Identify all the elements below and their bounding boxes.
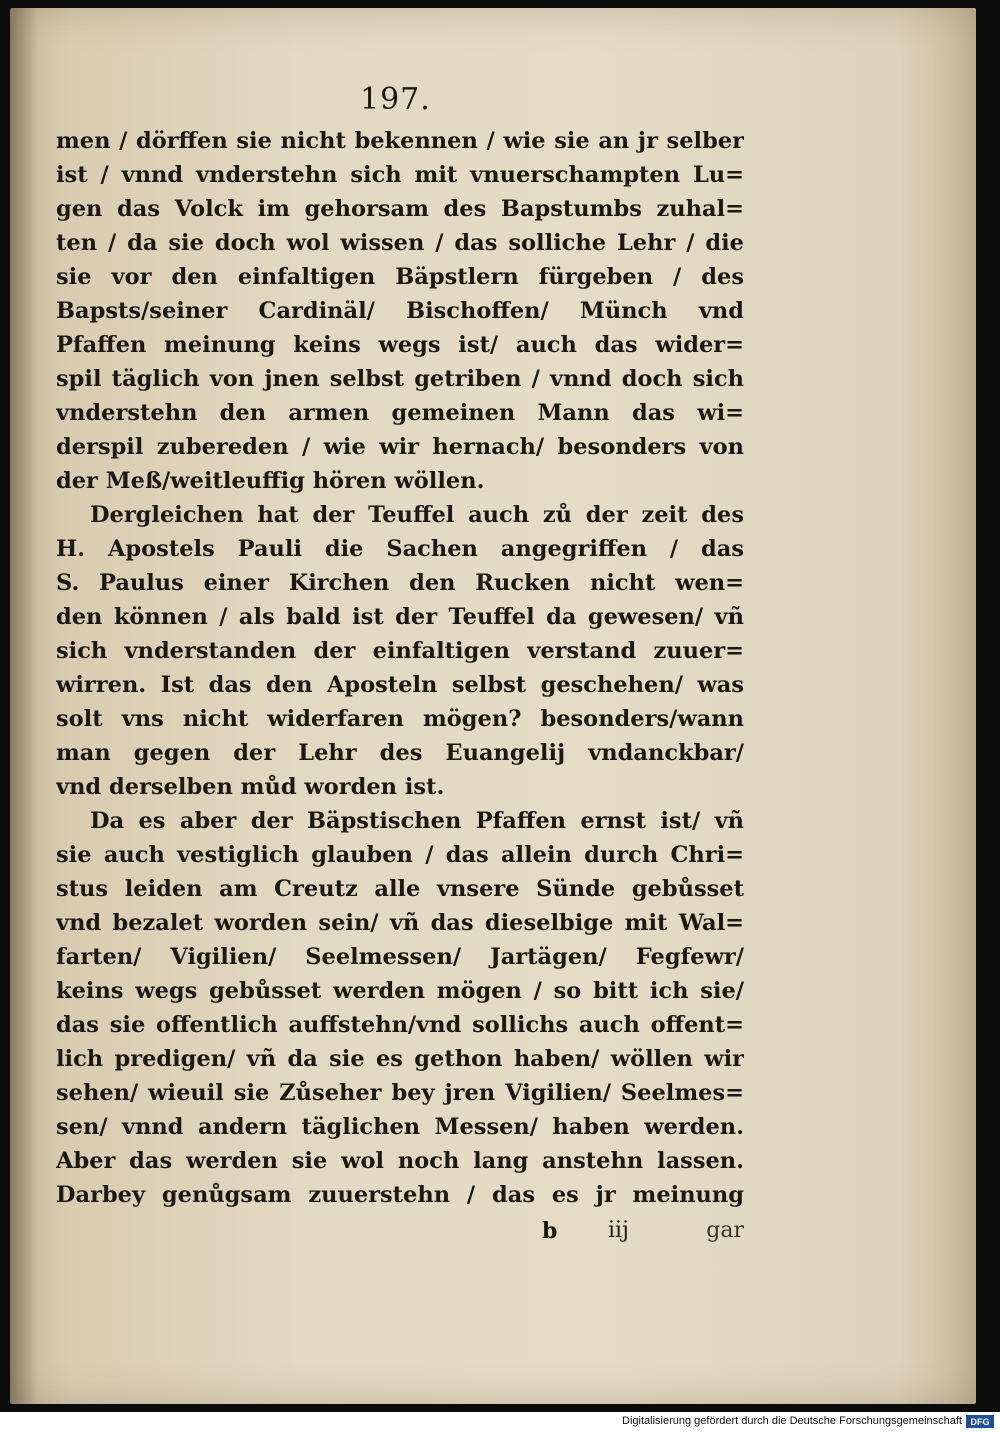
- signature-number: iij: [608, 1218, 629, 1243]
- text-line: das sie offentlich auffstehn/vnd sollichs auch offent=: [56, 1012, 744, 1038]
- text-line: Da es aber der Bäpstischen Pfaffen ernst ist/ vñ: [90, 808, 744, 834]
- text-line: Bapsts/seiner Cardinäl/ Bischoffen/ Münch vnd: [56, 298, 744, 324]
- text-line: keins wegs gebůsset werden mögen / so bitt ich sie/: [56, 978, 744, 1004]
- text-line: Darbey genůgsam zuuerstehn / das es jr meinung: [56, 1182, 744, 1208]
- text-line: spil täglich von jnen selbst getriben / vnnd doch sich: [56, 366, 744, 392]
- funding-credit: Digitalisierung gefördert durch die Deutsche Forschungsgemeinschaft: [622, 1415, 962, 1427]
- dfg-logo: DFG: [966, 1415, 994, 1428]
- text-line: S. Paulus einer Kirchen den Rucken nicht wen=: [56, 570, 744, 596]
- text-line: Pfaffen meinung keins wegs ist/ auch das wider=: [56, 332, 744, 358]
- text-line: men / dörffen sie nicht bekennen / wie sie an jr selber: [56, 128, 744, 154]
- signature-mark: b: [542, 1218, 558, 1244]
- text-line: vnd bezalet worden sein/ vñ das dieselbige mit Wal=: [56, 910, 744, 936]
- text-line: vnderstehn den armen gemeinen Mann das wi=: [56, 400, 744, 426]
- text-line: wirren. Ist das den Aposteln selbst geschehen/ was: [56, 672, 744, 698]
- text-line: sie auch vestiglich glauben / das allein durch Chri=: [56, 842, 744, 868]
- text-line: derspil zubereden / wie wir hernach/ besonders von: [56, 434, 744, 460]
- text-line: farten/ Vigilien/ Seelmessen/ Jartägen/ Fegfewr/: [56, 944, 744, 970]
- catchword-line: [56, 1218, 744, 1252]
- catchword: gar: [706, 1218, 744, 1243]
- text-line: H. Apostels Pauli die Sachen angegriffen / das: [56, 536, 744, 562]
- text-line: sen/ vnnd andern täglichen Messen/ haben werden.: [56, 1114, 744, 1140]
- text-line: der Meß/weitleuffig hören wöllen.: [56, 468, 485, 494]
- text-line: sich vnderstanden der einfaltigen verstand zuuer=: [56, 638, 744, 664]
- text-line: solt vns nicht widerfaren mögen? besonders/wann: [56, 706, 744, 732]
- text-line: stus leiden am Creutz alle vnsere Sünde gebůsset: [56, 876, 744, 902]
- text-line: man gegen der Lehr des Euangelij vndanckbar/: [56, 740, 744, 766]
- text-line: ist / vnnd vnderstehn sich mit vnuerschampten Lu=: [56, 162, 744, 188]
- body-text: [56, 124, 744, 1212]
- text-line: ten / da sie doch wol wissen / das solliche Lehr / die: [56, 230, 744, 256]
- spine-shadow: [10, 8, 38, 1404]
- text-line: sie vor den einfaltigen Bäpstlern fürgeben / des: [56, 264, 744, 290]
- text-line: lich predigen/ vñ da sie es gethon haben/ wöllen wir: [56, 1046, 744, 1072]
- page-number: 197.: [360, 82, 431, 117]
- text-line: sehen/ wieuil sie Zůseher bey jren Vigilien/ Seelmes=: [56, 1080, 744, 1106]
- text-line: gen das Volck im gehorsam des Bapstumbs zuhal=: [56, 196, 744, 222]
- text-line: Dergleichen hat der Teuffel auch zů der zeit des: [90, 502, 744, 528]
- text-line: vnd derselben můd worden ist.: [56, 774, 445, 800]
- footer-bar: [0, 1412, 1000, 1432]
- text-line: den können / als bald ist der Teuffel da gewesen/ vñ: [56, 604, 744, 630]
- text-line: Aber das werden sie wol noch lang anstehn lassen.: [56, 1148, 744, 1174]
